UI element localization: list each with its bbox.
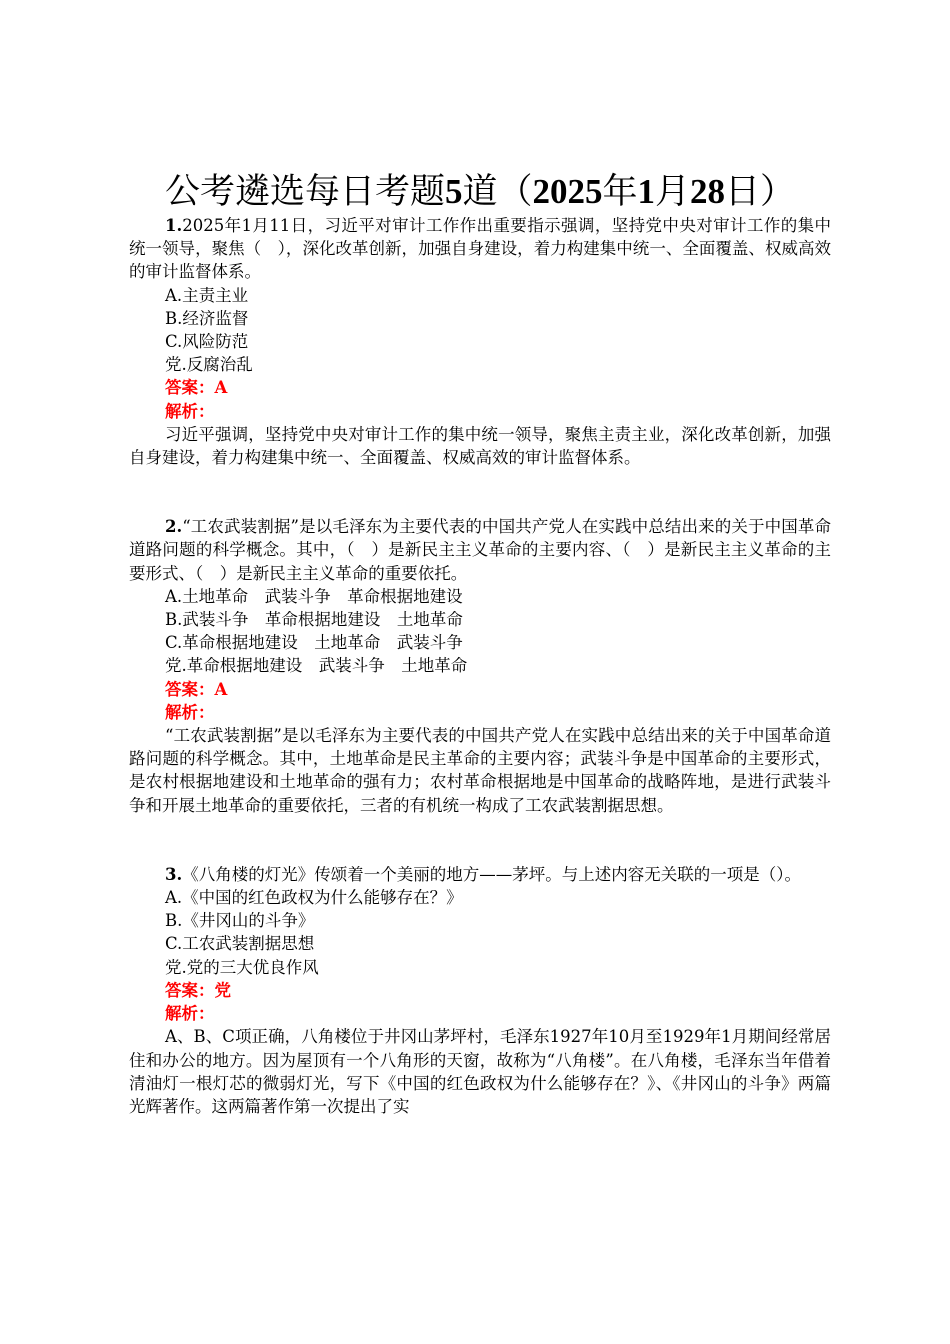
- question-stem: [129, 214, 831, 284]
- title-prefix: 公考遴选每日考题: [164, 172, 445, 211]
- analysis-label: 解析：: [165, 401, 215, 421]
- answer-value: 党: [214, 980, 231, 1000]
- question-block-1: [129, 214, 831, 469]
- option-c: C.革命根据地建设 土地革命 武装斗争: [165, 633, 463, 653]
- title-end: 日）: [725, 172, 796, 211]
- title-day: 28: [690, 172, 726, 211]
- analysis-label: 解析：: [165, 702, 215, 722]
- option-d: 党.党的三大优良作风: [165, 957, 319, 977]
- title-year: 2025: [532, 172, 603, 211]
- answer-label: 答案：: [165, 378, 215, 398]
- option-a: A.《中国的红色政权为什么能够存在？》: [165, 888, 463, 908]
- page-title: [89, 170, 871, 214]
- document-page: [129, 170, 831, 1118]
- answer-label: 答案：: [165, 679, 215, 699]
- question-stem: [129, 863, 831, 886]
- title-count: 5: [444, 172, 463, 211]
- title-month-char: 月: [655, 172, 691, 211]
- option-d: 党.革命根据地建设 武装斗争 土地革命: [165, 656, 468, 676]
- analysis-text: 习近平强调，坚持党中央对审计工作的集中统一领导，聚焦主责主业，深化改革创新，加强自身建设，着力构建集中统一、全面覆盖、权威高效的审计监督体系。: [129, 424, 831, 468]
- title-mid: 道（: [462, 172, 533, 211]
- analysis-text: A、B、C项正确，八角楼位于井冈山茅坪村，毛泽东1927年10月至1929年1月期间经常居住和办公的地方。因为屋顶有一个八角形的天窗，故称为“八角楼”。在八角楼，毛泽东当年借着清油灯一根灯芯的微弱灯光，写下《中国的红色政权为什么能够存在？》、《井冈山的斗争》两篇光辉著作。这两篇著作第一次提出了实: [129, 1027, 831, 1116]
- title-year-char: 年: [602, 172, 638, 211]
- question-number: 2.: [165, 517, 183, 537]
- option-b: B.武装斗争 革命根据地建设 土地革命: [165, 610, 463, 630]
- option-b: B.经济监督: [165, 308, 249, 328]
- question-stem: [129, 515, 831, 585]
- analysis-label: 解析：: [165, 1004, 215, 1024]
- answer-value: A: [214, 378, 228, 398]
- title-month: 1: [637, 172, 655, 211]
- answer-label: 答案：: [165, 980, 215, 1000]
- question-text: 2025年1月11日，习近平对审计工作作出重要指示强调，坚持党中央对审计工作的集中统一领导，聚焦（ ），深化改革创新，加强自身建设，着力构建集中统一、全面覆盖、权威高效的审计监督体系。: [129, 216, 831, 282]
- option-c: C.风险防范: [165, 332, 249, 352]
- question-number: 3.: [165, 864, 183, 884]
- question-text: 《八角楼的灯光》传颂着一个美丽的地方——茅坪。与上述内容无关联的一项是（）。: [182, 864, 801, 884]
- question-number: 1.: [165, 216, 183, 235]
- question-text: “工农武装割据”是以毛泽东为主要代表的中国共产党人在实践中总结出来的关于中国革命道路问题的科学概念。其中，（ ）是新民主主义革命的主要内容、（ ）是新民主主义革命的主要形式、（ ）是新民主主义革命的重要依托。: [129, 517, 831, 583]
- spacer: [129, 469, 831, 515]
- option-a: A.土地革命 武装斗争 革命根据地建设: [165, 586, 463, 606]
- answer-value: A: [214, 679, 228, 699]
- question-block-3: [129, 863, 831, 1118]
- option-b: B.《井冈山的斗争》: [165, 911, 315, 931]
- option-c: C.工农武装割据思想: [165, 934, 315, 954]
- answer-line: [129, 678, 831, 701]
- spacer: [129, 817, 831, 863]
- question-block-2: [129, 515, 831, 817]
- answer-line: [129, 979, 831, 1002]
- option-d: 党.反腐治乱: [165, 355, 253, 375]
- option-a: A.主责主业: [165, 285, 249, 305]
- answer-line: [129, 376, 831, 399]
- analysis-text: “工农武装割据”是以毛泽东为主要代表的中国共产党人在实践中总结出来的关于中国革命道路问题的科学概念。其中，土地革命是民主革命的主要内容；武装斗争是中国革命的主要形式，是农村根据地建设和土地革命的强有力；农村革命根据地是中国革命的战略阵地，是进行武装斗争和开展土地革命的重要依托，三者的有机统一构成了工农武装割据思想。: [129, 726, 831, 815]
